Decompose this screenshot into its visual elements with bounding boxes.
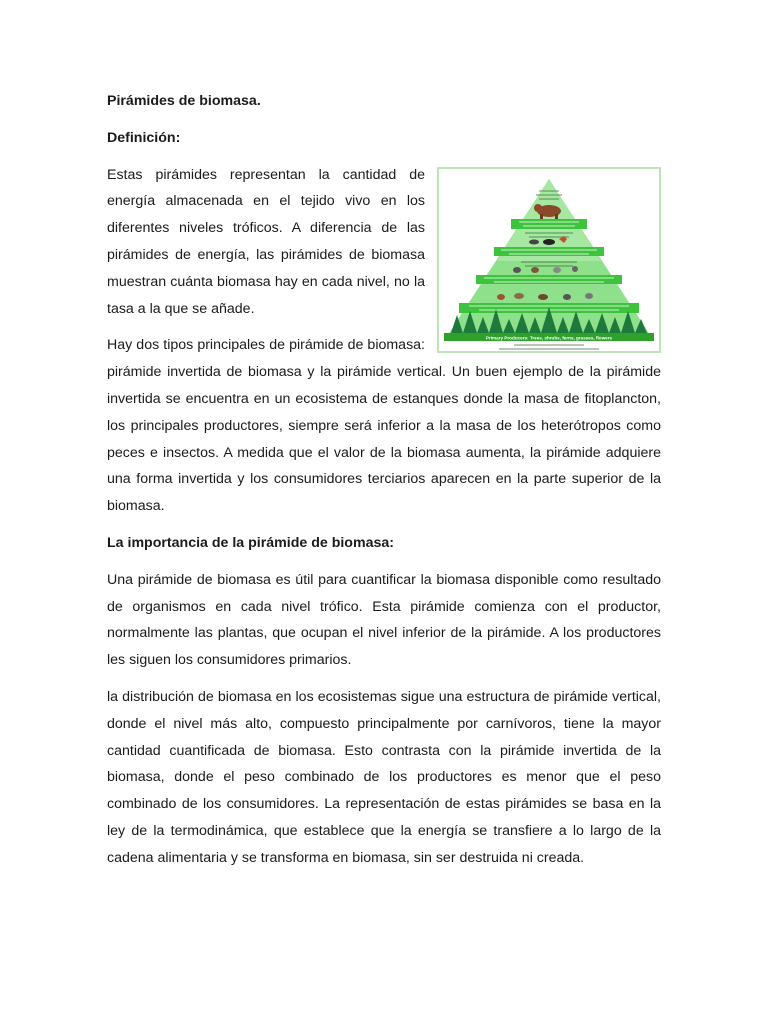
- pyramid-band-4: [511, 219, 587, 229]
- importance-heading: La importancia de la pirámide de biomasa:: [107, 534, 394, 551]
- definition-section: [107, 162, 661, 520]
- pyramid-types-paragraph: Hay dos tipos principales de pirámide de biomasa: pirámide invertida de biomasa y la pirámide vertical. Un buen ejemplo de la pirámide invertida se encuentra en un ecosistema de estanques donde la masa de fitoplancton, los principales productores, siempre será inferior a la masa de los heterótropos como peces e insectos. A medida que el valor de la biomasa aumenta, la pirámide adquiere una forma invertida y los consumidores terciarios aparecen en la parte superior de la biomasa.: [107, 337, 661, 515]
- pyramid-band-2: [476, 275, 622, 284]
- importance-paragraph: Una pirámide de biomasa es útil para cuantificar la biomasa disponible como resultado de organismos en cada nivel trófico. Esta pirámide comienza con el productor, normalmente las plantas, que ocupan el nivel inferior de la pirámide. A los productores les siguen los consumidores primarios.: [107, 571, 661, 669]
- definition-paragraph: Estas pirámides representan la cantidad de energía almacenada en el tejido vivo en los diferentes niveles tróficos. A diferencia de las pirámides de energía, las pirámides de biomasa muestran cuánta biomasa hay en cada nivel, no la tasa a la que se añade.: [107, 166, 425, 317]
- definition-heading: Definición:: [107, 129, 181, 146]
- producers-label: Primary Producers: Trees, shrubs, ferns, grasses, flowers: [485, 335, 613, 341]
- biomass-pyramid-illustration: [439, 169, 659, 351]
- document-body: [107, 88, 661, 872]
- biomass-pyramid-image: [437, 167, 661, 353]
- distribution-paragraph: la distribución de biomasa en los ecosistemas sigue una estructura de pirámide vertical, donde el nivel más alto, compuesto principalmente por carnívoros, tiene la mayor cantidad cuantificada de biomasa. Esto contrasta con la pirámide invertida de la biomasa, donde el peso combinado de los productores es menor que el peso combinado de los consumidores. La representación de estas pirámides se basa en la ley de la termodinámica, que establece que la energía se transfiere a lo largo de la cadena alimentaria y se transforma en biomasa, sin ser destruida ni creada.: [107, 688, 661, 866]
- pyramid-band-3: [494, 247, 604, 256]
- page-title: Pirámides de biomasa.: [107, 93, 261, 109]
